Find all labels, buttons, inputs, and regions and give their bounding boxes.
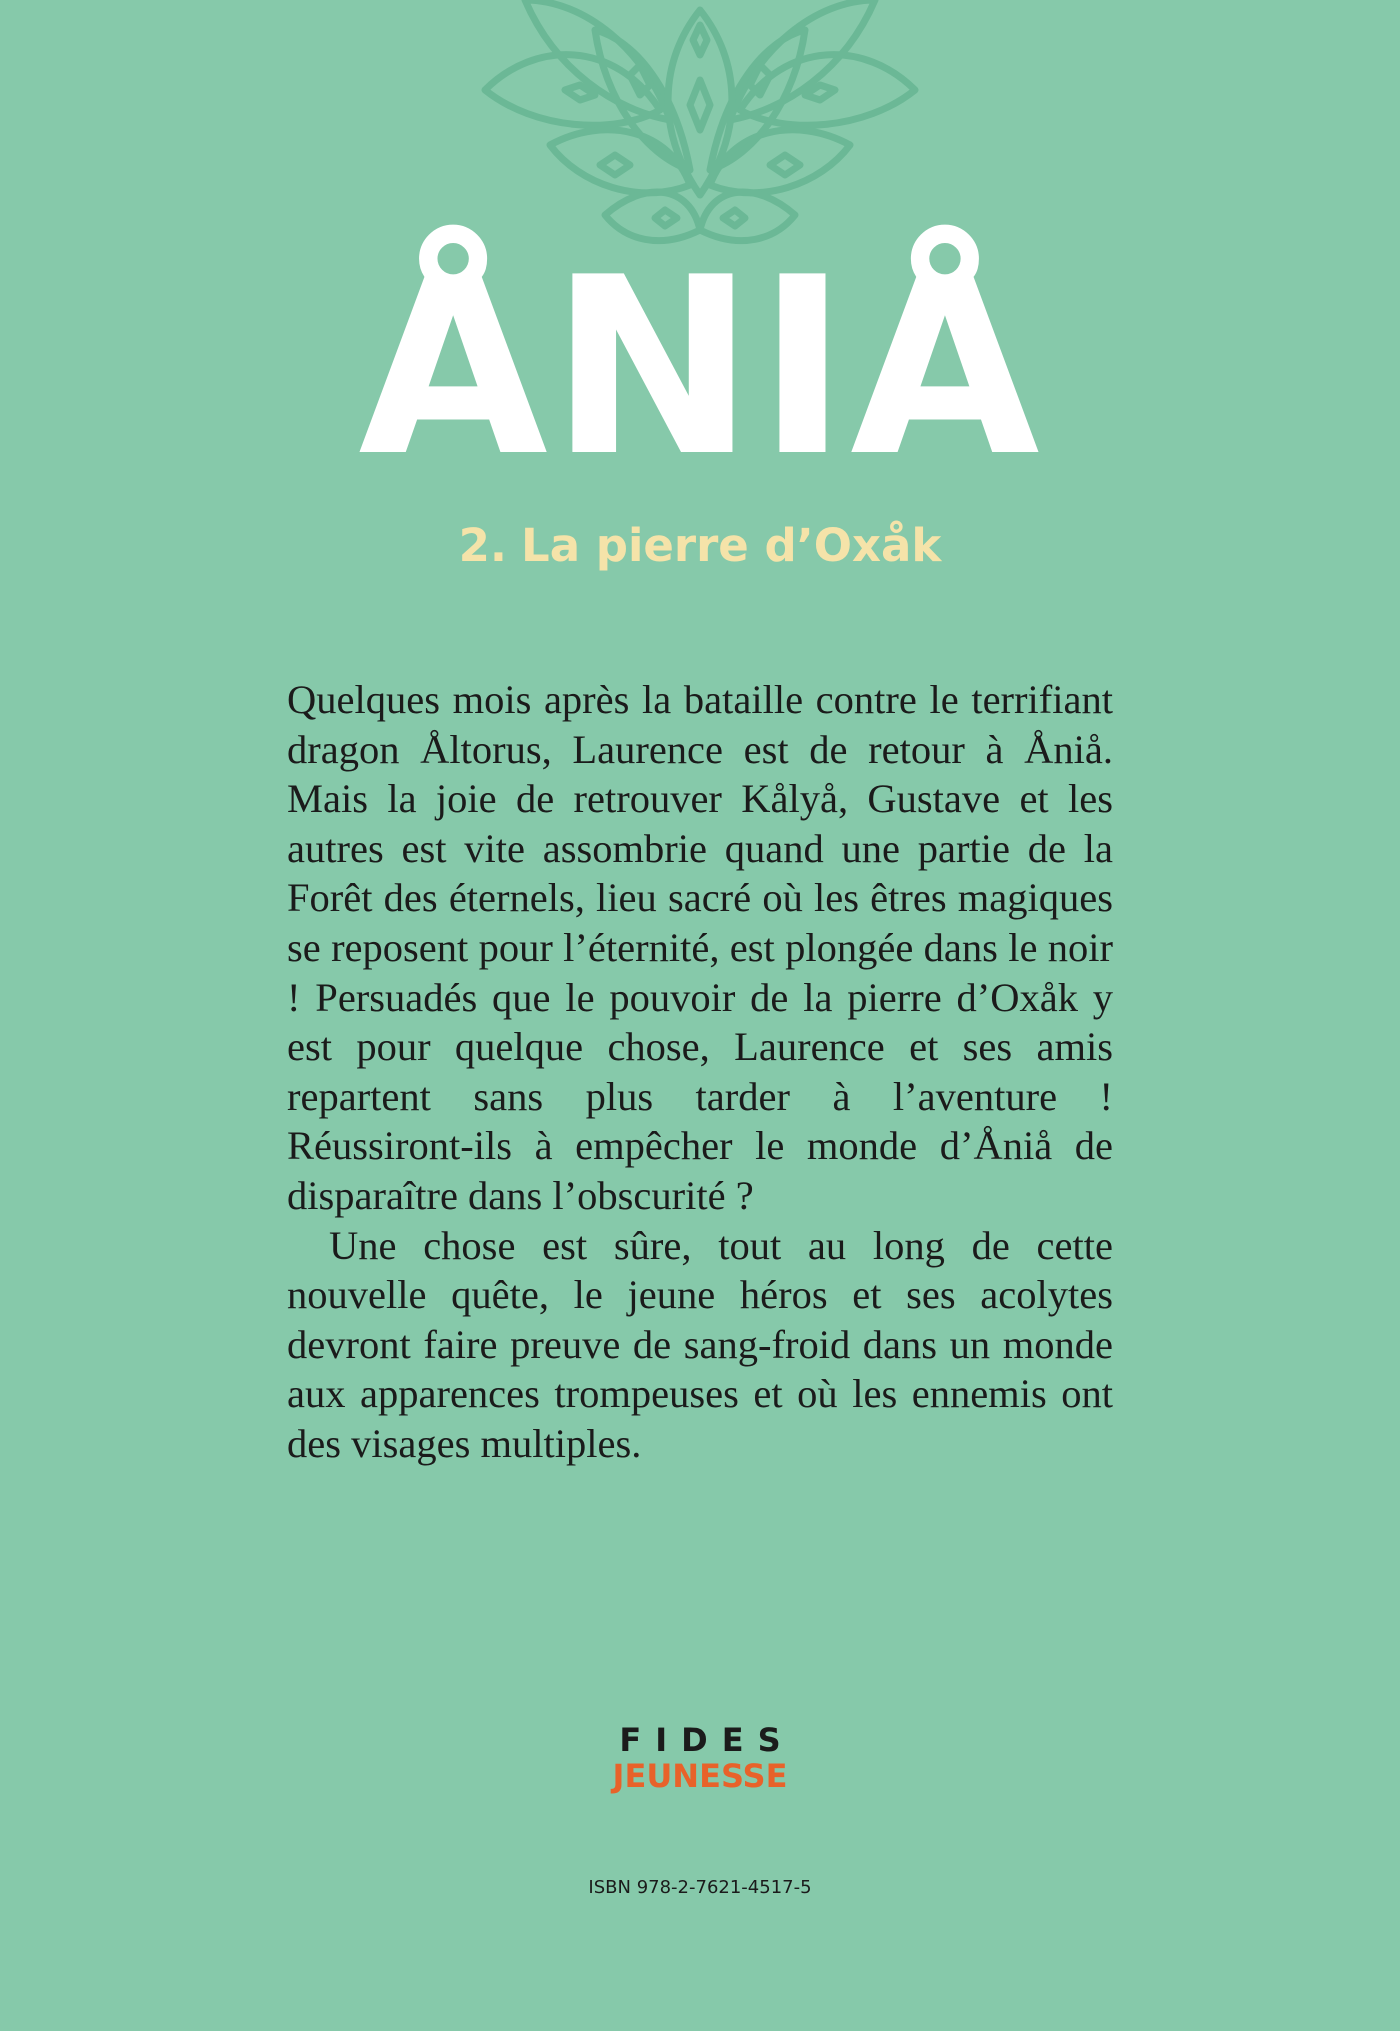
book-title: ÅNIÅ — [358, 225, 1042, 510]
volume-subtitle — [0, 516, 1400, 576]
volume-number: 2. — [458, 519, 508, 572]
back-cover-blurb — [287, 675, 1113, 1469]
publisher-name: FIDES — [619, 1721, 795, 1759]
publisher-imprint: JEUNESSE — [612, 1757, 788, 1795]
publisher-logo — [0, 1722, 1400, 1794]
isbn-number: ISBN 978-2-7621-4517-5 — [588, 1877, 812, 1898]
blurb-paragraph-1: Quelques mois après la bataille contre le terrifiant dragon Åltorus, Laurence est de retour à Åniå. Mais la joie de retrouver Kålyå, Gustave et les autres est vite assombrie quand une partie de la Forêt des éternels, lieu sacré où les êtres magiques se reposent pour l’éternité, est plongée dans le noir ! Persuadés que le pouvoir de la pierre d’Oxåk y est pour quelque chose, Laurence et ses amis repartent sans plus tarder à l’aventure ! Réussiront-ils à empêcher le monde d’Åniå de disparaître dans l’obscurité ? — [287, 677, 1113, 1218]
blurb-paragraph-2: Une chose est sûre, tout au long de cette nouvelle quête, le jeune héros et ses acolytes devront faire preuve de sang-froid dans un monde aux apparences trompeuses et où les ennemis ont des visages multiples. — [287, 1222, 1113, 1466]
volume-title: La pierre d’Oxåk — [521, 519, 942, 572]
lotus-emblem-icon — [455, 0, 945, 260]
